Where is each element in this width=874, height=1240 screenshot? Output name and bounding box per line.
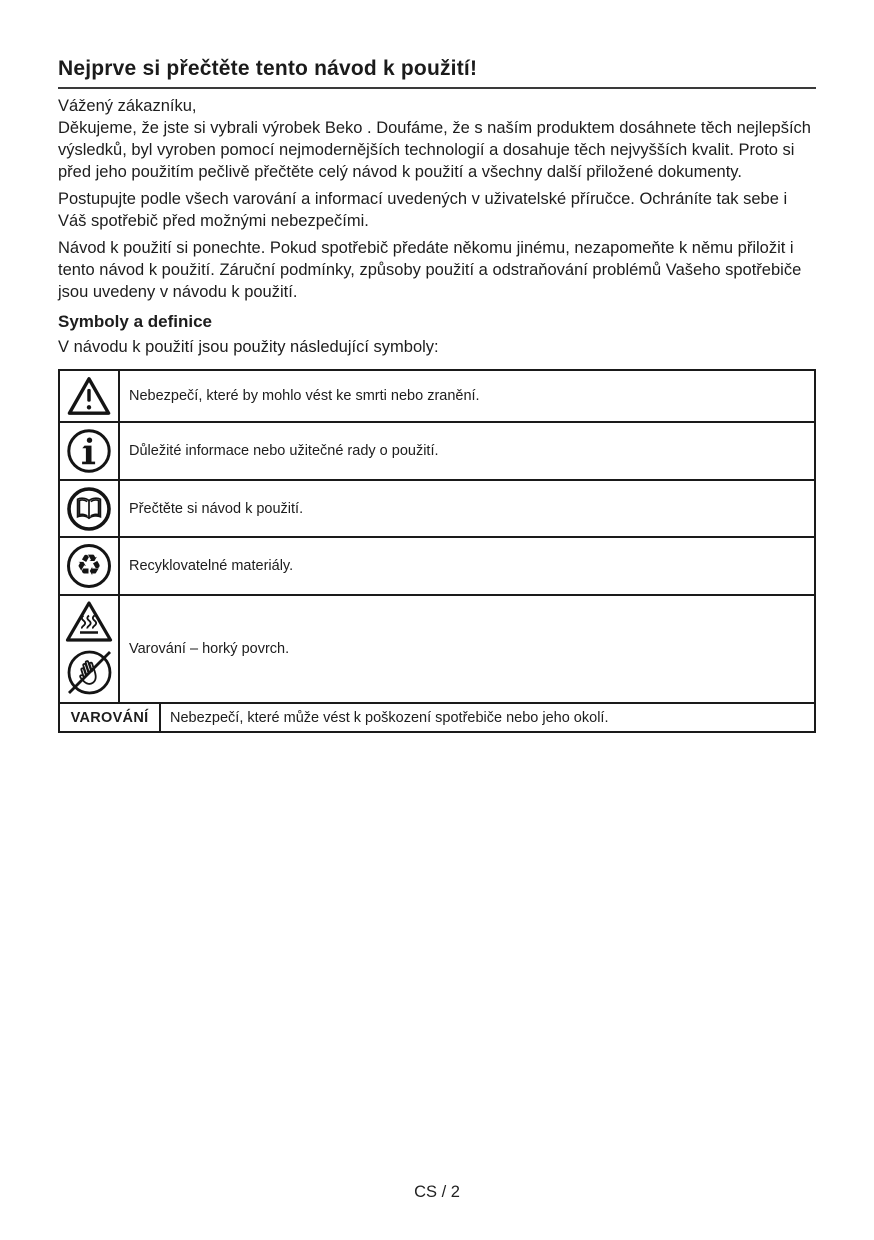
salutation-text: Vážený zákazníku, (58, 97, 197, 115)
info-icon (62, 427, 116, 475)
symbol-icon-cell (59, 422, 119, 480)
symbol-icon-cell (59, 537, 119, 595)
symbol-description: Přečtěte si návod k použití. (119, 480, 815, 537)
symbol-description: Nebezpečí, které by mohlo vést ke smrti nebo zranění. (119, 370, 815, 422)
title-divider (58, 87, 816, 89)
symbols-heading: Symboly a definice (58, 312, 212, 331)
warning-table-row (58, 704, 816, 733)
symbol-icon-cell (59, 370, 119, 422)
page-content (58, 56, 816, 733)
read-manual-icon (62, 485, 116, 533)
page-number: CS / 2 (414, 1183, 460, 1201)
warning-description: Nebezpečí, které může vést k poškození spotřebiče nebo jeho okolí. (170, 709, 609, 726)
intro-paragraph: Návod k použití si ponechte. Pokud spotřebič předáte někomu jinému, nezapomeňte k němu přiložit i tento návod k použití. Záruční podmínky, způsoby použití a odstraňování problémů Vašeho spotřebiče jsou uvedeny v návodu k použití. (58, 239, 802, 301)
symbol-icon-cell (59, 595, 119, 703)
table-row (59, 422, 815, 480)
hot-surface-triangle-icon (64, 599, 114, 644)
recyclable-icon (67, 544, 111, 588)
warning-triangle-icon (62, 375, 116, 417)
symbols-lead-text: V návodu k použití jsou použity následující symboly: (58, 338, 439, 356)
warning-label: VAROVÁNÍ (60, 704, 161, 731)
do-not-touch-icon (63, 646, 116, 699)
table-row (59, 537, 815, 595)
symbols-table (58, 369, 816, 704)
intro-paragraph: Děkujeme, že jste si vybrali výrobek Beko . Doufáme, že s naším produktem dosáhnete těch nejlepších výsledků, byl vyroben pomocí nejmodernějších technologií a dosahuje těch nejvyšších kvalit. Proto si před jeho použitím pečlivě přečtěte celý návod k použití a všechny další přiložené dokumenty. (58, 119, 811, 181)
symbol-description: Důležité informace nebo užitečné rady o použití. (119, 422, 815, 480)
symbol-description: Recyklovatelné materiály. (119, 537, 815, 595)
intro-paragraph: Postupujte podle všech varování a informací uvedených v uživatelské příručce. Ochráníte tak sebe i Váš spotřebič před možnými nebezpečími. (58, 190, 788, 230)
table-row (59, 595, 815, 703)
recycle-glyph: ♻ (76, 547, 102, 582)
table-row (59, 370, 815, 422)
page-title: Nejprve si přečtěte tento návod k použití! (58, 57, 478, 80)
symbol-icon-cell (59, 480, 119, 537)
hot-surface-icon (62, 599, 116, 699)
symbol-description: Varování – horký povrch. (119, 595, 815, 703)
table-row (59, 480, 815, 537)
